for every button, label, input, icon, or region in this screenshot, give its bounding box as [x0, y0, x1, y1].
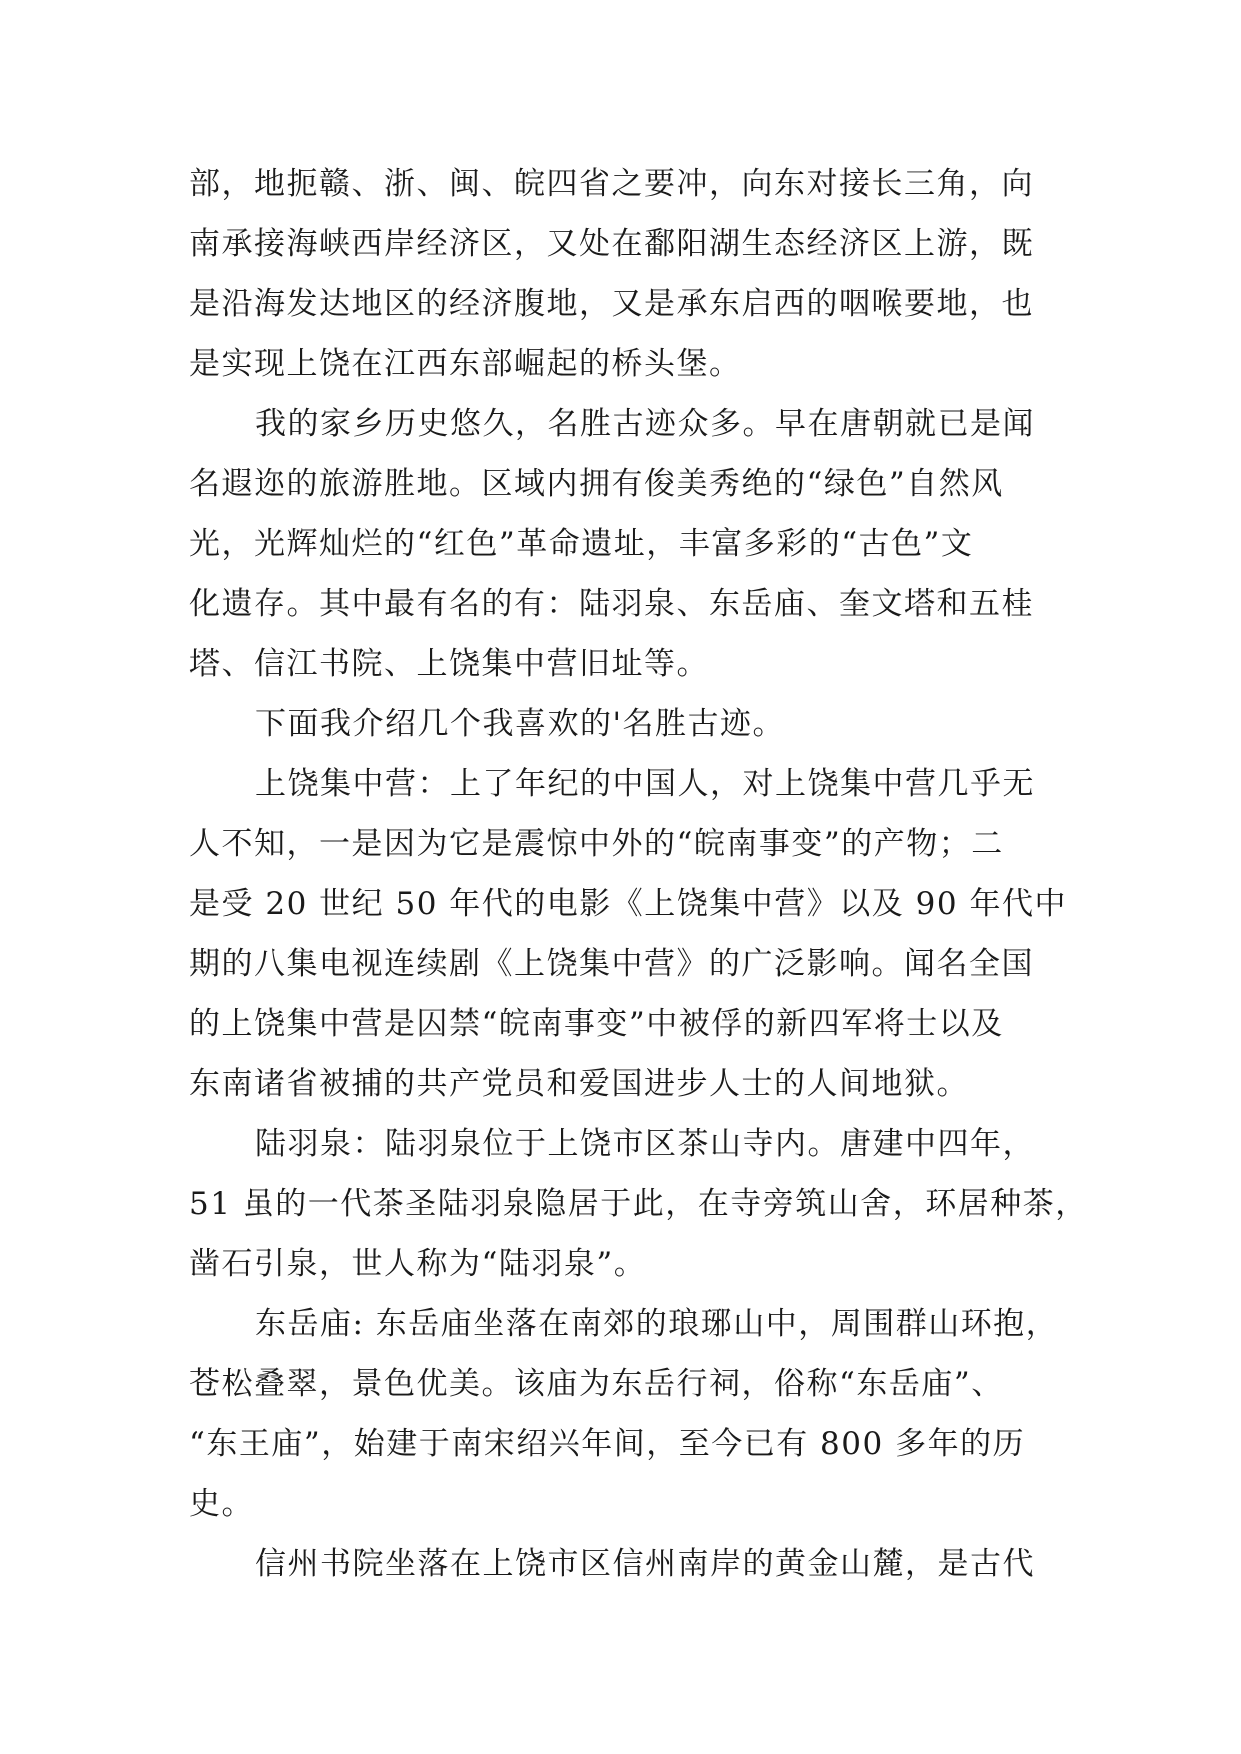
document-body — [189, 154, 1088, 1594]
text-line: 苍松叠翠，景色优美。该庙为东岳行祠，俗称“东岳庙”、 — [189, 1366, 1004, 1402]
text-line: 塔、信江书院、上饶集中营旧址等。 — [189, 646, 709, 682]
paragraph-history — [189, 394, 1055, 694]
text-line: 人不知，一是因为它是震惊中外的“皖南事变”的产物；二 — [189, 826, 1004, 862]
paragraph-luyu-spring — [189, 1114, 1088, 1294]
text-line: 南承接海峡西岸经济区，又处在鄱阳湖生态经济区上游，既 — [189, 226, 1034, 262]
text-line: 东岳庙: 东岳庙坐落在南郊的琅琊山中，周围群山环抱， — [255, 1306, 1059, 1342]
paragraph-shangrao-camp — [189, 754, 1067, 1114]
text-line: 上饶集中营：上了年纪的中国人，对上饶集中营几乎无 — [255, 766, 1035, 802]
text-line: 部，地扼赣、浙、闽、皖四省之要冲，向东对接长三角，向 — [189, 166, 1034, 202]
text-line: 名遐迩的旅游胜地。区域内拥有俊美秀绝的“绿色”自然风 — [189, 466, 1004, 502]
text-line: 是实现上饶在江西东部崛起的桥头堡。 — [189, 346, 742, 382]
text-line: “东王庙”，始建于南宋绍兴年间，至今已有 800 多年的历 — [189, 1426, 1026, 1462]
paragraph-intro — [189, 694, 1055, 754]
text-line: 是沿海发达地区的经济腹地，又是承东启西的咽喉要地，也 — [189, 286, 1034, 322]
paragraph-location — [189, 154, 1055, 394]
text-line: 下面我介绍几个我喜欢的'名胜古迹。 — [255, 706, 786, 742]
text-line: 东南诸省被捕的共产党员和爱国进步人士的人间地狱。 — [189, 1066, 969, 1102]
text-line: 光，光辉灿烂的“红色”革命遗址，丰富多彩的“古色”文 — [189, 526, 974, 562]
text-line: 化遗存。其中最有名的有：陆羽泉、东岳庙、奎文塔和五桂 — [189, 586, 1034, 622]
text-line: 信州书院坐落在上饶市区信州南岸的黄金山麓，是古代 — [255, 1546, 1035, 1582]
text-line: 凿石引泉，世人称为“陆羽泉”。 — [189, 1246, 647, 1282]
text-line: 史。 — [189, 1486, 254, 1522]
paragraph-dongyue-temple — [189, 1294, 1059, 1534]
text-line: 是受 20 世纪 50 年代的电影《上饶集中营》以及 90 年代中 — [189, 886, 1067, 922]
text-line: 51 虽的一代茶圣陆羽泉隐居于此，在寺旁筑山舍，环居种茶， — [189, 1186, 1088, 1222]
text-line: 期的八集电视连续剧《上饶集中营》的广泛影响。闻名全国 — [189, 946, 1034, 982]
text-line: 的上饶集中营是囚禁“皖南事变”中被俘的新四军将士以及 — [189, 1006, 1004, 1042]
text-line: 陆羽泉：陆羽泉位于上饶市区茶山寺内。唐建中四年， — [255, 1126, 1035, 1162]
text-line: 我的家乡历史悠久，名胜古迹众多。早在唐朝就已是闻 — [255, 406, 1035, 442]
paragraph-xinzhou-academy — [189, 1534, 1055, 1594]
